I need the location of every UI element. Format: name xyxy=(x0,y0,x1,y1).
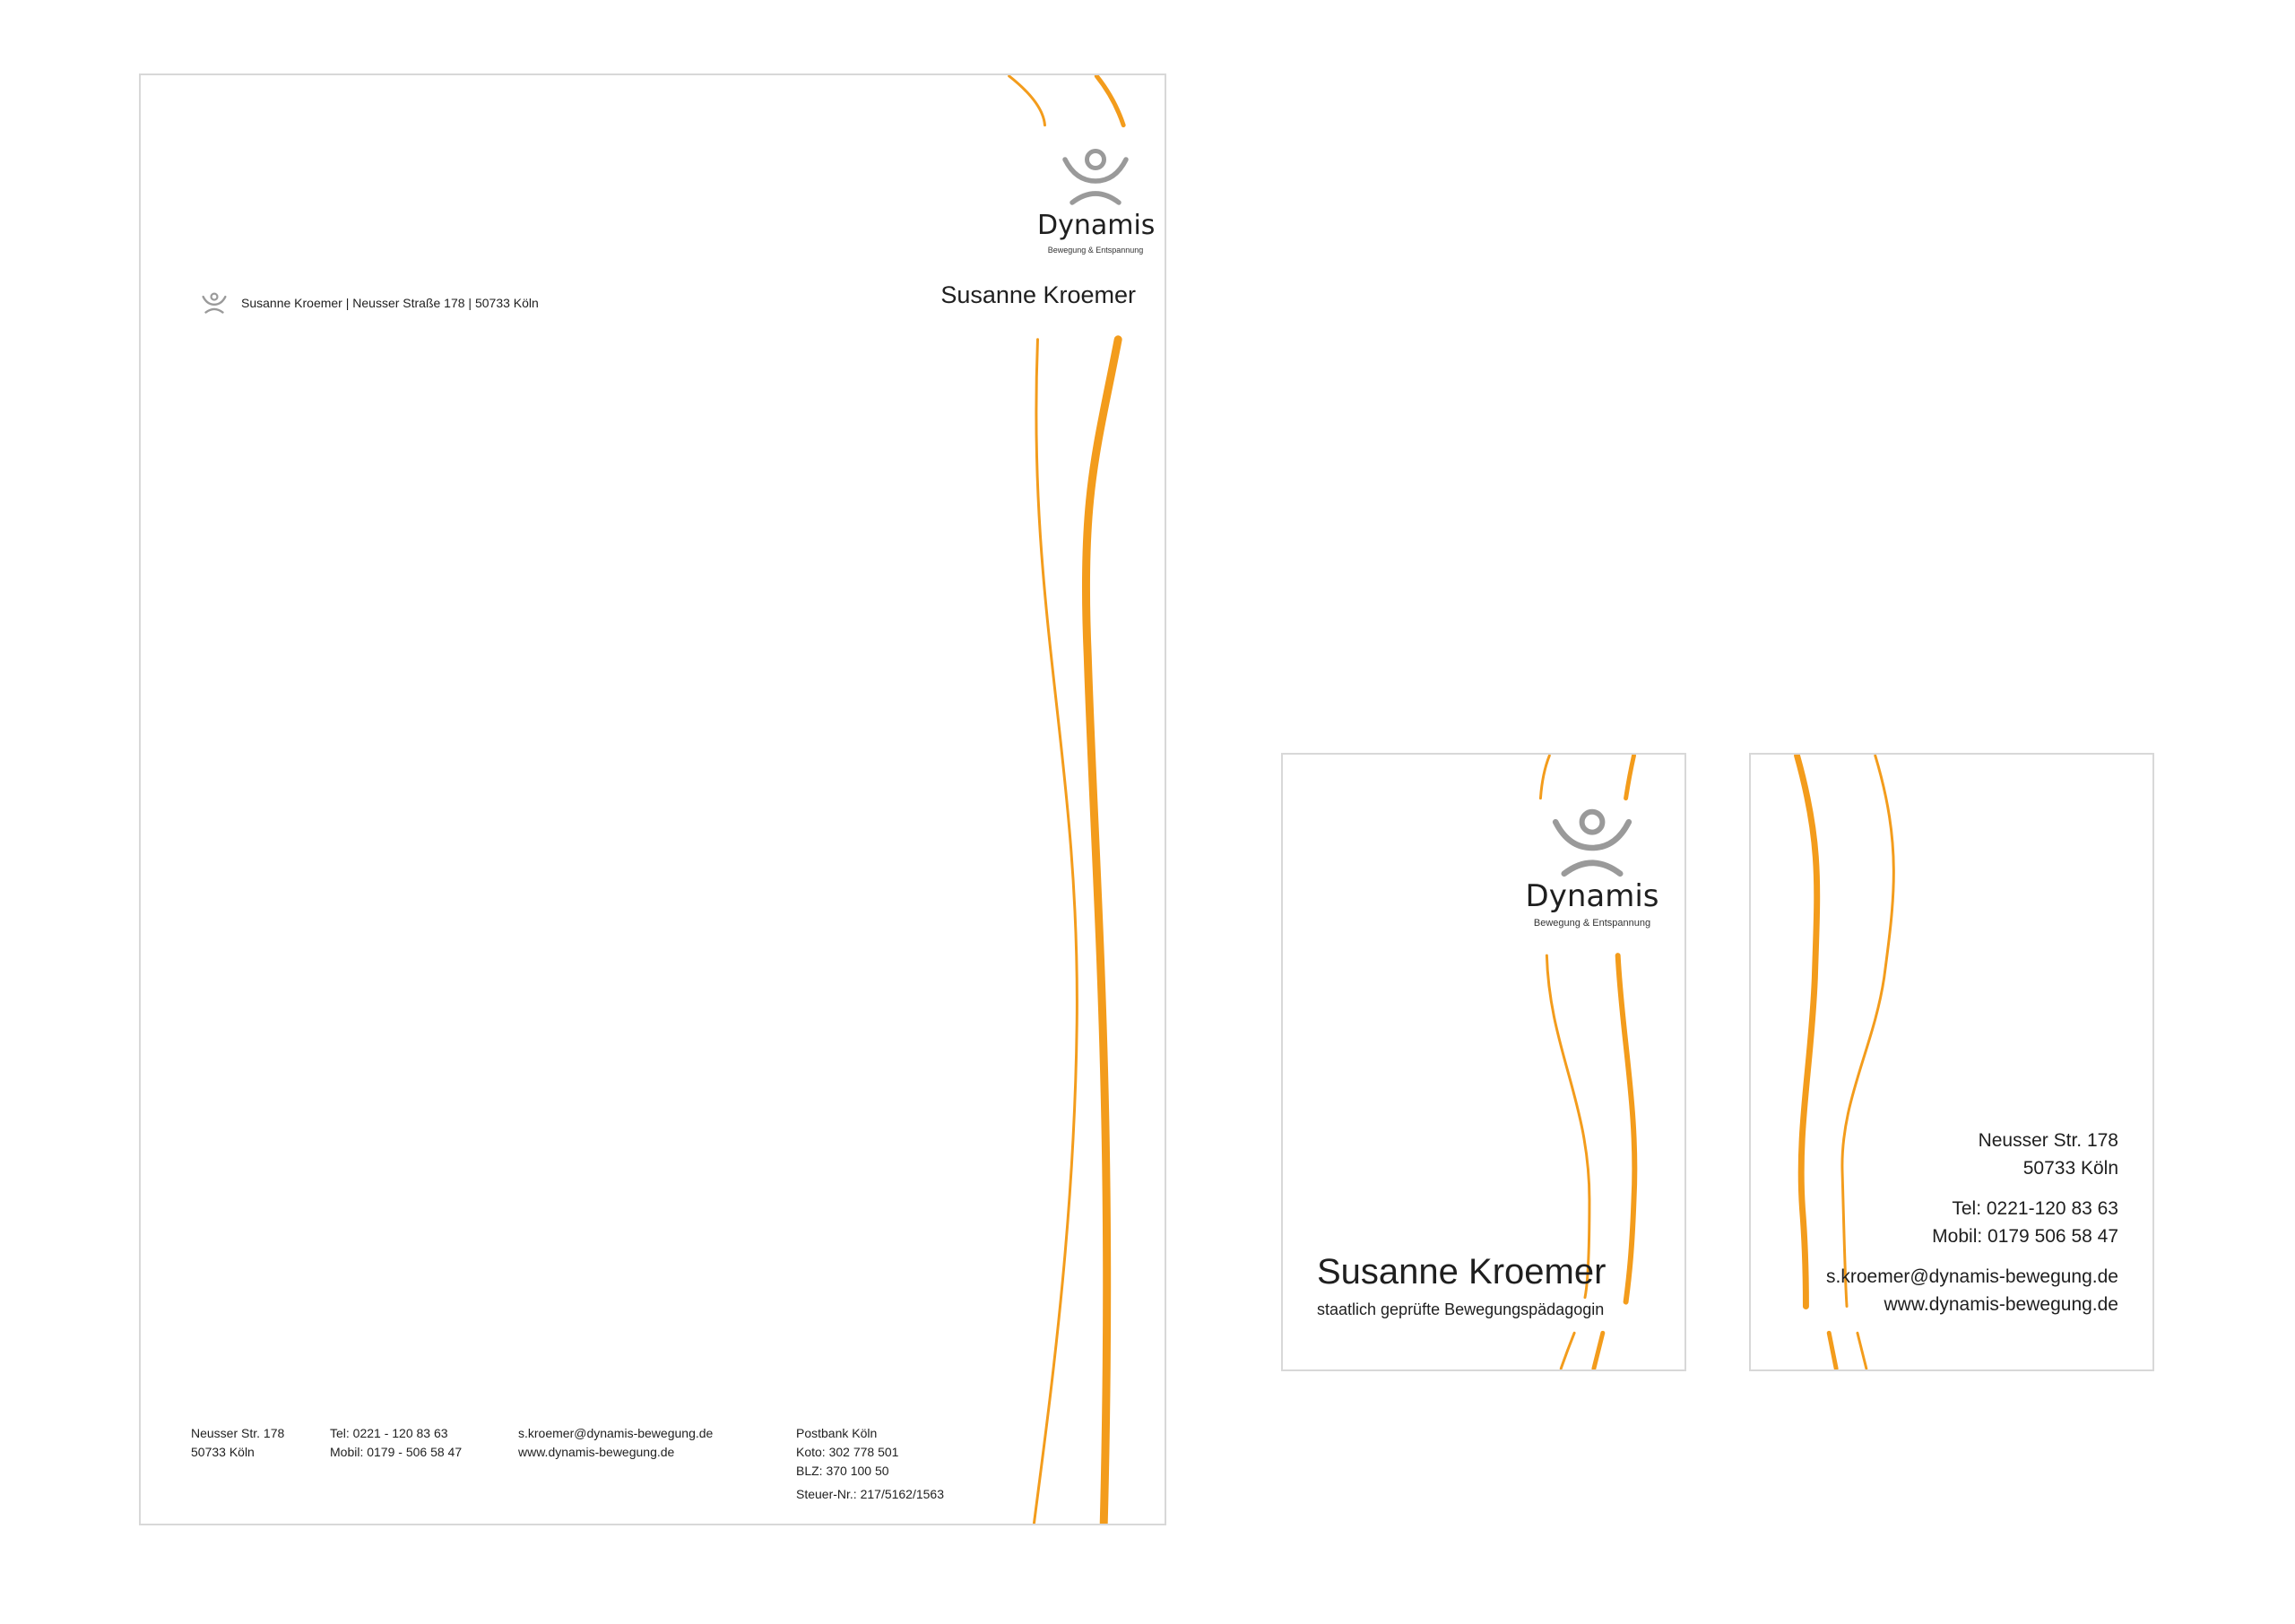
card-mobile: Mobil: 0179 506 58 47 xyxy=(1932,1226,2118,1247)
business-card-front xyxy=(1281,753,1686,1371)
person-figure-icon xyxy=(1060,147,1131,206)
card-back-contact xyxy=(1826,1127,2118,1318)
footer-street: Neusser Str. 178 xyxy=(191,1426,285,1440)
footer-account: Koto: 302 778 501 xyxy=(796,1445,899,1459)
business-card-back xyxy=(1749,753,2154,1371)
footer-tel: Tel: 0221 - 120 83 63 xyxy=(330,1426,448,1440)
card-email: s.kroemer@dynamis-bewegung.de xyxy=(1826,1266,2118,1287)
card-name: Susanne Kroemer xyxy=(1317,1252,1606,1291)
person-figure-icon xyxy=(1549,807,1635,878)
footer-tax: Steuer-Nr.: 217/5162/1563 xyxy=(796,1487,945,1501)
logo-brand: Dynamis xyxy=(1525,878,1659,914)
dynamis-logo xyxy=(1525,807,1659,941)
card-website: www.dynamis-bewegung.de xyxy=(1884,1294,2118,1315)
footer-bank xyxy=(796,1424,944,1504)
small-person-icon xyxy=(200,292,229,314)
letterhead-sheet xyxy=(139,73,1166,1525)
footer-web xyxy=(518,1424,713,1462)
footer-address xyxy=(191,1424,284,1462)
footer-city: 50733 Köln xyxy=(191,1445,255,1459)
card-city: 50733 Köln xyxy=(2022,1158,2118,1179)
footer-blz: BLZ: 370 100 50 xyxy=(796,1464,889,1478)
footer-website: www.dynamis-bewegung.de xyxy=(518,1445,675,1459)
card-tel: Tel: 0221-120 83 63 xyxy=(1952,1198,2118,1219)
sender-line: Susanne Kroemer | Neusser Straße 178 | 50733 Köln xyxy=(241,296,539,310)
logo-tagline: Bewegung & Entspannung xyxy=(1047,246,1144,255)
footer-bank-name: Postbank Köln xyxy=(796,1426,878,1440)
footer-email: s.kroemer@dynamis-bewegung.de xyxy=(518,1426,714,1440)
logo-tagline: Bewegung & Entspannung xyxy=(1533,918,1651,929)
logo-brand: Dynamis xyxy=(1037,210,1156,241)
card-job-title: staatlich geprüfte Bewegungspädagogin xyxy=(1317,1300,1605,1318)
footer-mobile: Mobil: 0179 - 506 58 47 xyxy=(330,1445,463,1459)
footer-phone xyxy=(330,1424,462,1462)
card-street: Neusser Str. 178 xyxy=(1978,1130,2118,1151)
letterhead-name: Susanne Kroemer xyxy=(940,281,1136,308)
